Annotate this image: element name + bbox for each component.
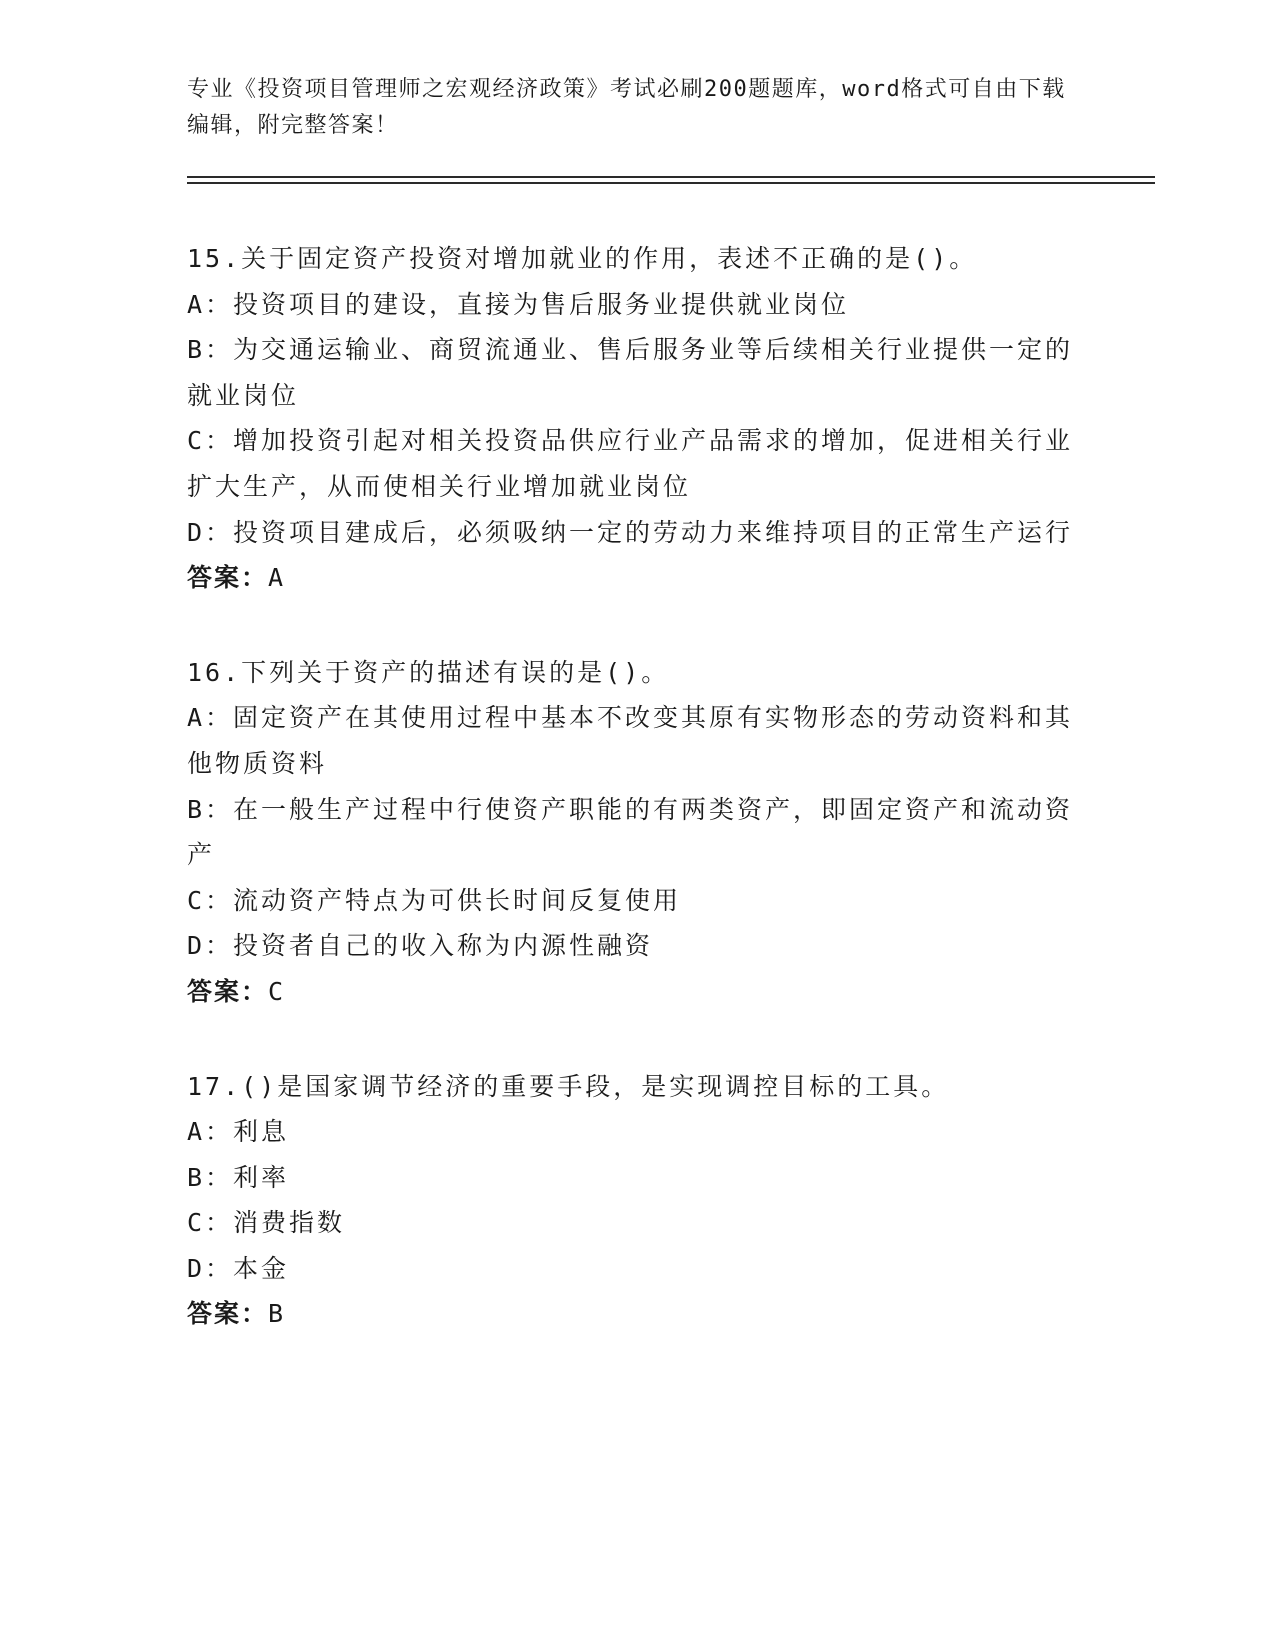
option-c: C：增加投资引起对相关投资品供应行业产品需求的增加，促进相关行业扩大生产，从而使相关行业增加就业岗位 [187, 426, 1074, 501]
option-a: A：投资项目的建设，直接为售后服务业提供就业岗位 [187, 289, 850, 319]
option-b: B：为交通运输业、商贸流通业、售后服务业等后续相关行业提供一定的就业岗位 [187, 335, 1074, 410]
option-a: A：固定资产在其使用过程中基本不改变其原有实物形态的劳动资料和其他物质资料 [187, 703, 1074, 778]
question-15 [187, 236, 1087, 601]
option-d: D：投资项目建成后，必须吸纳一定的劳动力来维持项目的正常生产运行 [187, 517, 1074, 547]
answer-value: C [268, 976, 286, 1006]
option-b: B：在一般生产过程中行使资产职能的有两类资产，即固定资产和流动资产 [187, 794, 1074, 870]
answer-label: 答案： [187, 976, 269, 1006]
question-16 [187, 650, 1087, 1015]
answer-line [187, 969, 1087, 1015]
answer-value: B [268, 1299, 286, 1329]
header-divider-top [187, 176, 1155, 178]
answer-label: 答案： [187, 1299, 269, 1329]
option-d: D：本金 [187, 1253, 290, 1283]
question-17 [187, 1064, 1087, 1338]
header-divider-bottom [187, 182, 1155, 184]
question-stem: 16.下列关于资产的描述有误的是()。 [187, 657, 670, 687]
question-stem: 17.()是国家调节经济的重要手段，是实现调控目标的工具。 [187, 1071, 950, 1101]
option-a: A：利息 [187, 1117, 290, 1147]
answer-label: 答案： [187, 563, 269, 593]
document-header: 专业《投资项目管理师之宏观经济政策》考试必刷200题题库，word格式可自由下载编辑，附完整答案！ [187, 77, 1066, 138]
question-stem: 15.关于固定资产投资对增加就业的作用，表述不正确的是()。 [187, 244, 978, 273]
question-list [187, 236, 1087, 1386]
option-c: C：流动资产特点为可供长时间反复使用 [187, 885, 682, 915]
option-c: C：消费指数 [187, 1208, 346, 1238]
answer-value: A [268, 563, 286, 593]
answer-line [187, 1291, 1087, 1337]
answer-line [187, 555, 1087, 601]
option-d: D：投资者自己的收入称为内源性融资 [187, 931, 654, 961]
option-b: B：利率 [187, 1162, 290, 1192]
